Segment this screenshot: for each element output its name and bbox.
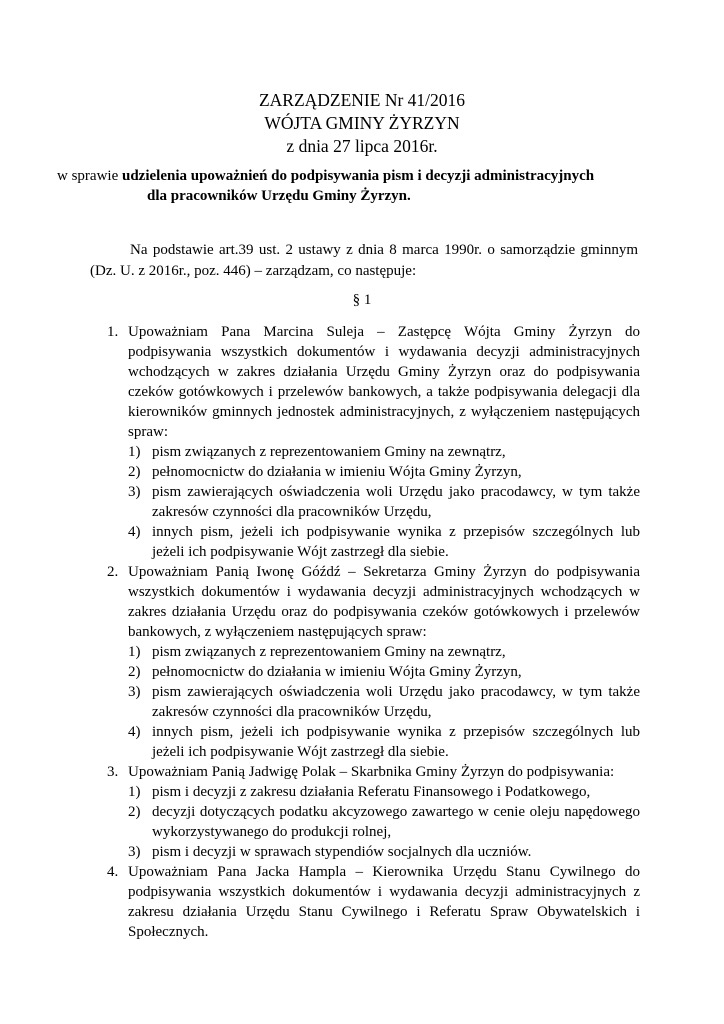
item-number: 3. (107, 764, 119, 780)
sub-item (128, 522, 640, 562)
sub-item (128, 782, 640, 802)
sub-item-number: 4) (128, 524, 141, 540)
sub-item-text: pism zawierających oświadczenia woli Urzędu jako pracodawcy, w tym także zakresów czynności dla pracowników Urzędu, (152, 484, 640, 520)
item-text: Upoważniam Panią Iwonę Góźdź – Sekretarza Gminy Żyrzyn do podpisywania wszystkich dokumentów i wydawania decyzji administracyjnych wchodzących w zakres działania Urzędu oraz do podpisywania czeków gotówkowych i przelewów bankowych, z wyłączeniem następujących spraw: (128, 564, 640, 640)
list-item (90, 562, 640, 642)
sub-item-text: pełnomocnictw do działania w imieniu Wójta Gminy Żyrzyn, (152, 464, 522, 480)
sub-item-number: 1) (128, 644, 141, 660)
sub-item-number: 2) (128, 464, 141, 480)
sub-item-number: 2) (128, 804, 141, 820)
item-text: Upoważniam Panią Jadwigę Polak – Skarbnika Gminy Żyrzyn do podpisywania: (128, 764, 615, 780)
sub-item-text: pism i decyzji z zakresu działania Referatu Finansowego i Podatkowego, (152, 784, 591, 800)
legal-basis-text: Na podstawie art.39 ust. 2 ustawy z dnia 8 marca 1990r. o samorządzie gminnym (Dz. U. z 2016r., poz. 446) – zarządzam, co następuje: (90, 242, 638, 279)
sub-item (128, 462, 640, 482)
list-item (90, 762, 640, 782)
sub-item-text: pism zawierających oświadczenia woli Urzędu jako pracodawcy, w tym także zakresów czynności dla pracowników Urzędu, (152, 684, 640, 720)
sub-item (128, 682, 640, 722)
item-number: 2. (107, 564, 119, 580)
subject-line-2: dla pracowników Urzędu Gminy Żyrzyn. (147, 188, 411, 204)
item-number: 4. (107, 864, 119, 880)
sub-item-text: innych pism, jeżeli ich podpisywanie wynika z przepisów szczególnych lub jeżeli ich podpisywanie Wójt zastrzegł dla siebie. (152, 724, 640, 760)
list-item (90, 862, 640, 942)
sub-item-number: 4) (128, 724, 141, 740)
sub-item-number: 1) (128, 784, 141, 800)
sub-item-text: decyzji dotyczących podatku akcyzowego zawartego w cenie oleju napędowego wykorzystywanego do produkcji rolnej, (152, 804, 640, 840)
sub-item-text: pism związanych z reprezentowaniem Gminy na zewnątrz, (152, 444, 506, 460)
sub-item (128, 442, 640, 462)
item-text: Upoważniam Pana Marcina Suleja – Zastępcę Wójta Gminy Żyrzyn do podpisywania wszystkich dokumentów i wydawania decyzji administracyjnych wchodzących w zakres działania Urzędu Gminy Żyrzyn oraz do podpisywania czeków gotówkowych i przelewów bankowych, a także podpisywania delegacji dla kierowników gminnych jednostek administracyjnych, z wyłączeniem następujących spraw: (128, 324, 640, 440)
sub-item-number: 1) (128, 444, 141, 460)
issuer-title: WÓJTA GMINY ŻYRZYN (264, 113, 460, 133)
sub-item-number: 3) (128, 844, 141, 860)
subject-line-1: udzielenia upoważnień do podpisywania pism i decyzji administracyjnych (121, 168, 595, 184)
sub-item-text: pism związanych z reprezentowaniem Gminy na zewnątrz, (152, 644, 506, 660)
list-item (90, 322, 640, 442)
document-date: z dnia 27 lipca 2016r. (286, 136, 438, 156)
sub-item-text: innych pism, jeżeli ich podpisywanie wynika z przepisów szczególnych lub jeżeli ich podpisywanie Wójt zastrzegł dla siebie. (152, 524, 640, 560)
sub-item (128, 642, 640, 662)
subject-block (57, 166, 657, 206)
sub-item-number: 3) (128, 484, 141, 500)
sub-item (128, 722, 640, 762)
sub-item-number: 3) (128, 684, 141, 700)
legal-basis (90, 240, 638, 282)
paragraph-mark: § 1 (352, 292, 372, 308)
sub-item (128, 802, 640, 842)
sub-item (128, 842, 640, 862)
authorizations-list (90, 322, 640, 942)
sub-item-text: pełnomocnictw do działania w imieniu Wójta Gminy Żyrzyn, (152, 664, 522, 680)
document-title: ZARZĄDZENIE Nr 41/2016 (258, 90, 466, 110)
sub-item (128, 662, 640, 682)
subject-prefix: w sprawie (57, 168, 122, 184)
item-number: 1. (107, 324, 119, 340)
sub-item (128, 482, 640, 522)
sub-item-text: pism i decyzji w sprawach stypendiów socjalnych dla uczniów. (152, 844, 532, 860)
sub-item-number: 2) (128, 664, 141, 680)
item-text: Upoważniam Pana Jacka Hampla – Kierownika Urzędu Stanu Cywilnego do podpisywania wszystkich dokumentów i wydawania decyzji administracyjnych z zakresu działania Urzędu Stanu Cywilnego i Referatu Spraw Obywatelskich i Społecznych. (128, 864, 640, 940)
